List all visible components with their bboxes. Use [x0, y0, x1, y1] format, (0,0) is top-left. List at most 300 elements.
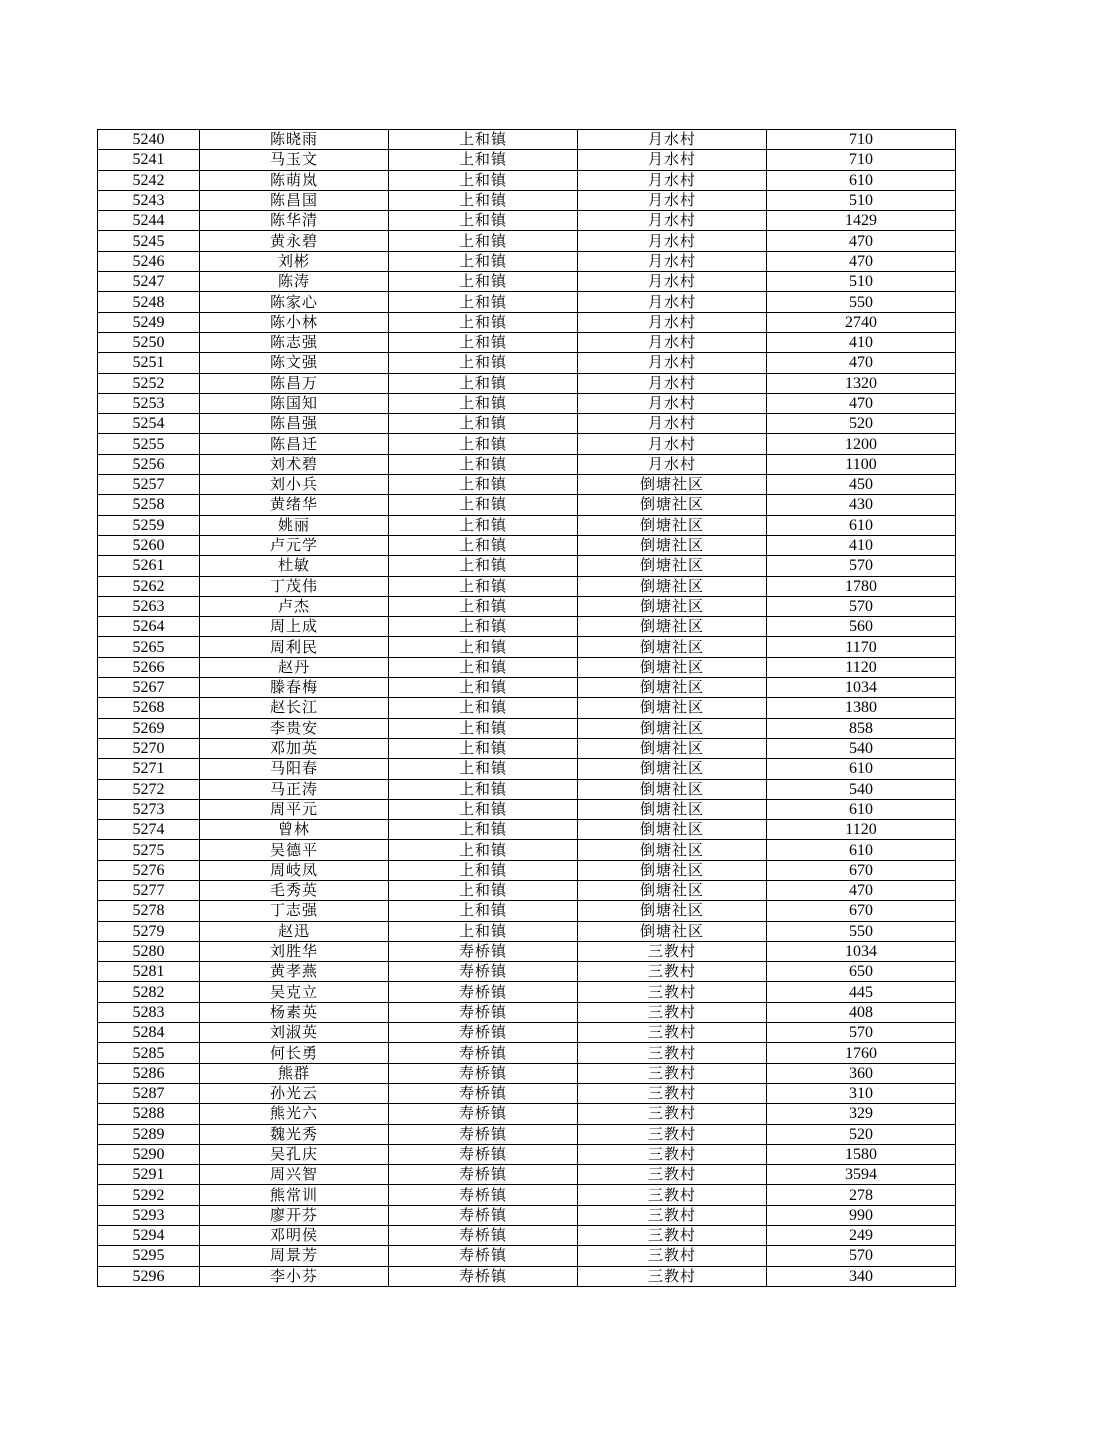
person-name-cell: 陈昌国	[200, 190, 389, 210]
record-number-cell: 5292	[98, 1185, 200, 1205]
village-cell: 三教村	[578, 1266, 767, 1286]
village-cell: 月水村	[578, 251, 767, 271]
table-row	[98, 576, 956, 596]
amount-cell: 450	[767, 475, 956, 495]
person-name-cell: 周景芳	[200, 1246, 389, 1266]
village-cell: 月水村	[578, 292, 767, 312]
record-number-cell: 5246	[98, 251, 200, 271]
person-name-cell: 丁茂伟	[200, 576, 389, 596]
record-number-cell: 5259	[98, 515, 200, 535]
table-row	[98, 150, 956, 170]
amount-cell: 670	[767, 860, 956, 880]
record-number-cell: 5266	[98, 657, 200, 677]
amount-cell: 540	[767, 779, 956, 799]
amount-cell: 710	[767, 150, 956, 170]
record-number-cell: 5265	[98, 637, 200, 657]
village-cell: 倒塘社区	[578, 921, 767, 941]
record-number-cell: 5290	[98, 1144, 200, 1164]
table-row	[98, 617, 956, 637]
town-cell: 上和镇	[389, 860, 578, 880]
town-cell: 上和镇	[389, 393, 578, 413]
table-row	[98, 962, 956, 982]
amount-cell: 610	[767, 170, 956, 190]
table-body	[98, 130, 956, 1287]
person-name-cell: 熊光六	[200, 1104, 389, 1124]
town-cell: 上和镇	[389, 332, 578, 352]
record-number-cell: 5289	[98, 1124, 200, 1144]
table-row	[98, 637, 956, 657]
village-cell: 倒塘社区	[578, 576, 767, 596]
village-cell: 三教村	[578, 1226, 767, 1246]
record-number-cell: 5285	[98, 1043, 200, 1063]
table-row	[98, 332, 956, 352]
village-cell: 倒塘社区	[578, 617, 767, 637]
town-cell: 上和镇	[389, 738, 578, 758]
town-cell: 上和镇	[389, 718, 578, 738]
amount-cell: 329	[767, 1104, 956, 1124]
town-cell: 寿桥镇	[389, 1043, 578, 1063]
amount-cell: 520	[767, 1124, 956, 1144]
village-cell: 月水村	[578, 190, 767, 210]
village-cell: 三教村	[578, 1185, 767, 1205]
town-cell: 上和镇	[389, 353, 578, 373]
town-cell: 寿桥镇	[389, 1083, 578, 1103]
person-name-cell: 熊群	[200, 1063, 389, 1083]
town-cell: 上和镇	[389, 820, 578, 840]
record-number-cell: 5240	[98, 130, 200, 150]
person-name-cell: 刘彬	[200, 251, 389, 271]
person-name-cell: 邓明侯	[200, 1226, 389, 1246]
table-row	[98, 353, 956, 373]
person-name-cell: 邓加英	[200, 738, 389, 758]
village-cell: 倒塘社区	[578, 880, 767, 900]
person-name-cell: 刘淑英	[200, 1023, 389, 1043]
amount-cell: 1034	[767, 941, 956, 961]
person-name-cell: 孙光云	[200, 1083, 389, 1103]
record-number-cell: 5288	[98, 1104, 200, 1124]
record-number-cell: 5247	[98, 272, 200, 292]
person-name-cell: 马正涛	[200, 779, 389, 799]
table-row	[98, 272, 956, 292]
amount-cell: 570	[767, 1246, 956, 1266]
table-row	[98, 880, 956, 900]
person-name-cell: 熊常训	[200, 1185, 389, 1205]
table-row	[98, 231, 956, 251]
amount-cell: 1380	[767, 698, 956, 718]
town-cell: 上和镇	[389, 251, 578, 271]
amount-cell: 1320	[767, 373, 956, 393]
amount-cell: 560	[767, 617, 956, 637]
amount-cell: 510	[767, 272, 956, 292]
table-row	[98, 434, 956, 454]
town-cell: 上和镇	[389, 515, 578, 535]
village-cell: 月水村	[578, 312, 767, 332]
amount-cell: 610	[767, 759, 956, 779]
village-cell: 三教村	[578, 1205, 767, 1225]
town-cell: 寿桥镇	[389, 962, 578, 982]
table-row	[98, 393, 956, 413]
amount-cell: 550	[767, 921, 956, 941]
person-name-cell: 赵丹	[200, 657, 389, 677]
town-cell: 上和镇	[389, 617, 578, 637]
table-row	[98, 373, 956, 393]
amount-cell: 445	[767, 982, 956, 1002]
village-cell: 三教村	[578, 1043, 767, 1063]
town-cell: 上和镇	[389, 272, 578, 292]
village-cell: 月水村	[578, 393, 767, 413]
record-number-cell: 5253	[98, 393, 200, 413]
town-cell: 寿桥镇	[389, 1185, 578, 1205]
table-row	[98, 1185, 956, 1205]
amount-cell: 858	[767, 718, 956, 738]
amount-cell: 710	[767, 130, 956, 150]
village-cell: 月水村	[578, 454, 767, 474]
town-cell: 上和镇	[389, 231, 578, 251]
table-row	[98, 495, 956, 515]
amount-cell: 570	[767, 556, 956, 576]
person-name-cell: 陈小林	[200, 312, 389, 332]
record-number-cell: 5296	[98, 1266, 200, 1286]
record-number-cell: 5271	[98, 759, 200, 779]
amount-cell: 408	[767, 1002, 956, 1022]
record-number-cell: 5256	[98, 454, 200, 474]
town-cell: 上和镇	[389, 535, 578, 555]
person-name-cell: 周利民	[200, 637, 389, 657]
village-cell: 倒塘社区	[578, 840, 767, 860]
amount-cell: 570	[767, 596, 956, 616]
record-number-cell: 5250	[98, 332, 200, 352]
table-row	[98, 170, 956, 190]
town-cell: 寿桥镇	[389, 1144, 578, 1164]
record-number-cell: 5249	[98, 312, 200, 332]
amount-cell: 310	[767, 1083, 956, 1103]
village-cell: 月水村	[578, 434, 767, 454]
person-name-cell: 黄孝燕	[200, 962, 389, 982]
record-number-cell: 5254	[98, 414, 200, 434]
town-cell: 寿桥镇	[389, 1104, 578, 1124]
person-name-cell: 陈家心	[200, 292, 389, 312]
village-cell: 三教村	[578, 1165, 767, 1185]
amount-cell: 1034	[767, 678, 956, 698]
village-cell: 月水村	[578, 231, 767, 251]
town-cell: 上和镇	[389, 779, 578, 799]
amount-cell: 510	[767, 190, 956, 210]
town-cell: 上和镇	[389, 434, 578, 454]
village-cell: 月水村	[578, 353, 767, 373]
village-cell: 倒塘社区	[578, 759, 767, 779]
record-number-cell: 5283	[98, 1002, 200, 1022]
record-number-cell: 5291	[98, 1165, 200, 1185]
village-cell: 月水村	[578, 211, 767, 231]
table-row	[98, 941, 956, 961]
record-number-cell: 5279	[98, 921, 200, 941]
person-name-cell: 陈文强	[200, 353, 389, 373]
town-cell: 寿桥镇	[389, 1063, 578, 1083]
amount-cell: 1580	[767, 1144, 956, 1164]
record-number-cell: 5282	[98, 982, 200, 1002]
record-number-cell: 5245	[98, 231, 200, 251]
table-row	[98, 556, 956, 576]
record-number-cell: 5261	[98, 556, 200, 576]
person-name-cell: 马玉文	[200, 150, 389, 170]
amount-cell: 2740	[767, 312, 956, 332]
record-number-cell: 5277	[98, 880, 200, 900]
table-row	[98, 1144, 956, 1164]
amount-cell: 1100	[767, 454, 956, 474]
town-cell: 上和镇	[389, 414, 578, 434]
amount-cell: 1170	[767, 637, 956, 657]
table-row	[98, 799, 956, 819]
town-cell: 上和镇	[389, 596, 578, 616]
amount-cell: 670	[767, 901, 956, 921]
amount-cell: 1760	[767, 1043, 956, 1063]
village-cell: 倒塘社区	[578, 820, 767, 840]
village-cell: 倒塘社区	[578, 901, 767, 921]
town-cell: 上和镇	[389, 190, 578, 210]
amount-cell: 470	[767, 393, 956, 413]
person-name-cell: 周上成	[200, 617, 389, 637]
table-row	[98, 251, 956, 271]
town-cell: 寿桥镇	[389, 982, 578, 1002]
record-number-cell: 5294	[98, 1226, 200, 1246]
person-name-cell: 魏光秀	[200, 1124, 389, 1144]
town-cell: 上和镇	[389, 657, 578, 677]
table-row	[98, 1083, 956, 1103]
table-row	[98, 414, 956, 434]
amount-cell: 610	[767, 515, 956, 535]
record-number-cell: 5251	[98, 353, 200, 373]
record-number-cell: 5274	[98, 820, 200, 840]
record-number-cell: 5260	[98, 535, 200, 555]
record-number-cell: 5263	[98, 596, 200, 616]
amount-cell: 610	[767, 799, 956, 819]
table-row	[98, 1226, 956, 1246]
person-name-cell: 李贵安	[200, 718, 389, 738]
person-name-cell: 滕春梅	[200, 678, 389, 698]
town-cell: 寿桥镇	[389, 1023, 578, 1043]
town-cell: 寿桥镇	[389, 1246, 578, 1266]
amount-cell: 550	[767, 292, 956, 312]
person-name-cell: 卢杰	[200, 596, 389, 616]
village-cell: 月水村	[578, 130, 767, 150]
person-name-cell: 吴德平	[200, 840, 389, 860]
table-row	[98, 535, 956, 555]
table-row	[98, 840, 956, 860]
record-number-cell: 5252	[98, 373, 200, 393]
record-number-cell: 5244	[98, 211, 200, 231]
amount-cell: 570	[767, 1023, 956, 1043]
table-row	[98, 779, 956, 799]
village-cell: 倒塘社区	[578, 678, 767, 698]
person-name-cell: 陈萌岚	[200, 170, 389, 190]
town-cell: 上和镇	[389, 799, 578, 819]
village-cell: 倒塘社区	[578, 637, 767, 657]
person-name-cell: 黄绪华	[200, 495, 389, 515]
village-cell: 倒塘社区	[578, 657, 767, 677]
town-cell: 寿桥镇	[389, 1002, 578, 1022]
village-cell: 三教村	[578, 962, 767, 982]
person-name-cell: 陈昌强	[200, 414, 389, 434]
person-name-cell: 陈华清	[200, 211, 389, 231]
town-cell: 上和镇	[389, 880, 578, 900]
table-row	[98, 1124, 956, 1144]
table-row	[98, 678, 956, 698]
village-cell: 三教村	[578, 1083, 767, 1103]
table-row	[98, 292, 956, 312]
record-number-cell: 5255	[98, 434, 200, 454]
village-cell: 月水村	[578, 414, 767, 434]
town-cell: 上和镇	[389, 150, 578, 170]
town-cell: 上和镇	[389, 840, 578, 860]
village-cell: 倒塘社区	[578, 596, 767, 616]
table-row	[98, 1002, 956, 1022]
amount-cell: 1780	[767, 576, 956, 596]
record-number-cell: 5264	[98, 617, 200, 637]
table-row	[98, 1063, 956, 1083]
amount-cell: 410	[767, 535, 956, 555]
amount-cell: 249	[767, 1226, 956, 1246]
town-cell: 寿桥镇	[389, 1124, 578, 1144]
record-number-cell: 5262	[98, 576, 200, 596]
table-row	[98, 312, 956, 332]
village-cell: 三教村	[578, 1063, 767, 1083]
record-number-cell: 5243	[98, 190, 200, 210]
town-cell: 上和镇	[389, 292, 578, 312]
person-name-cell: 曾林	[200, 820, 389, 840]
record-number-cell: 5286	[98, 1063, 200, 1083]
table-row	[98, 1104, 956, 1124]
table-row	[98, 596, 956, 616]
table-row	[98, 718, 956, 738]
record-number-cell: 5278	[98, 901, 200, 921]
village-cell: 三教村	[578, 1246, 767, 1266]
record-number-cell: 5284	[98, 1023, 200, 1043]
amount-cell: 470	[767, 880, 956, 900]
amount-cell: 520	[767, 414, 956, 434]
table-row	[98, 901, 956, 921]
person-name-cell: 陈昌万	[200, 373, 389, 393]
person-name-cell: 陈晓雨	[200, 130, 389, 150]
town-cell: 寿桥镇	[389, 1266, 578, 1286]
amount-cell: 1200	[767, 434, 956, 454]
person-name-cell: 卢元学	[200, 535, 389, 555]
village-cell: 倒塘社区	[578, 860, 767, 880]
village-cell: 倒塘社区	[578, 779, 767, 799]
village-cell: 月水村	[578, 150, 767, 170]
person-name-cell: 周平元	[200, 799, 389, 819]
record-number-cell: 5275	[98, 840, 200, 860]
village-cell: 三教村	[578, 1023, 767, 1043]
record-number-cell: 5268	[98, 698, 200, 718]
village-cell: 倒塘社区	[578, 475, 767, 495]
record-number-cell: 5272	[98, 779, 200, 799]
table-row	[98, 1266, 956, 1286]
amount-cell: 540	[767, 738, 956, 758]
town-cell: 寿桥镇	[389, 1226, 578, 1246]
table-row	[98, 657, 956, 677]
person-name-cell: 陈涛	[200, 272, 389, 292]
town-cell: 上和镇	[389, 454, 578, 474]
person-name-cell: 刘小兵	[200, 475, 389, 495]
person-name-cell: 丁志强	[200, 901, 389, 921]
person-name-cell: 杜敏	[200, 556, 389, 576]
town-cell: 上和镇	[389, 556, 578, 576]
amount-cell: 470	[767, 251, 956, 271]
town-cell: 寿桥镇	[389, 941, 578, 961]
person-name-cell: 周岐凤	[200, 860, 389, 880]
record-number-cell: 5248	[98, 292, 200, 312]
amount-cell: 990	[767, 1205, 956, 1225]
town-cell: 寿桥镇	[389, 1165, 578, 1185]
amount-cell: 430	[767, 495, 956, 515]
person-name-cell: 陈志强	[200, 332, 389, 352]
village-cell: 倒塘社区	[578, 698, 767, 718]
town-cell: 上和镇	[389, 901, 578, 921]
amount-cell: 470	[767, 231, 956, 251]
amount-cell: 360	[767, 1063, 956, 1083]
town-cell: 上和镇	[389, 130, 578, 150]
town-cell: 上和镇	[389, 495, 578, 515]
town-cell: 上和镇	[389, 312, 578, 332]
person-name-cell: 刘术碧	[200, 454, 389, 474]
village-cell: 倒塘社区	[578, 799, 767, 819]
person-name-cell: 刘胜华	[200, 941, 389, 961]
village-cell: 三教村	[578, 1002, 767, 1022]
village-cell: 倒塘社区	[578, 535, 767, 555]
record-number-cell: 5242	[98, 170, 200, 190]
town-cell: 上和镇	[389, 211, 578, 231]
table-row	[98, 454, 956, 474]
record-number-cell: 5270	[98, 738, 200, 758]
person-name-cell: 赵长江	[200, 698, 389, 718]
record-number-cell: 5293	[98, 1205, 200, 1225]
town-cell: 上和镇	[389, 373, 578, 393]
town-cell: 上和镇	[389, 576, 578, 596]
amount-cell: 410	[767, 332, 956, 352]
record-number-cell: 5276	[98, 860, 200, 880]
village-cell: 三教村	[578, 1124, 767, 1144]
person-name-cell: 李小芬	[200, 1266, 389, 1286]
amount-cell: 610	[767, 840, 956, 860]
town-cell: 寿桥镇	[389, 1205, 578, 1225]
village-cell: 月水村	[578, 332, 767, 352]
table-row	[98, 515, 956, 535]
table-row	[98, 1205, 956, 1225]
person-name-cell: 杨素英	[200, 1002, 389, 1022]
table-row	[98, 698, 956, 718]
amount-cell: 650	[767, 962, 956, 982]
table-row	[98, 820, 956, 840]
village-cell: 三教村	[578, 1144, 767, 1164]
person-name-cell: 马阳春	[200, 759, 389, 779]
person-name-cell: 姚丽	[200, 515, 389, 535]
table-row	[98, 130, 956, 150]
person-name-cell: 赵迅	[200, 921, 389, 941]
town-cell: 上和镇	[389, 475, 578, 495]
data-table	[97, 129, 956, 1287]
village-cell: 月水村	[578, 170, 767, 190]
person-name-cell: 何长勇	[200, 1043, 389, 1063]
table-row	[98, 1043, 956, 1063]
table-row	[98, 982, 956, 1002]
table-row	[98, 1165, 956, 1185]
record-number-cell: 5241	[98, 150, 200, 170]
record-number-cell: 5287	[98, 1083, 200, 1103]
town-cell: 上和镇	[389, 678, 578, 698]
amount-cell: 470	[767, 353, 956, 373]
record-number-cell: 5269	[98, 718, 200, 738]
table-row	[98, 759, 956, 779]
